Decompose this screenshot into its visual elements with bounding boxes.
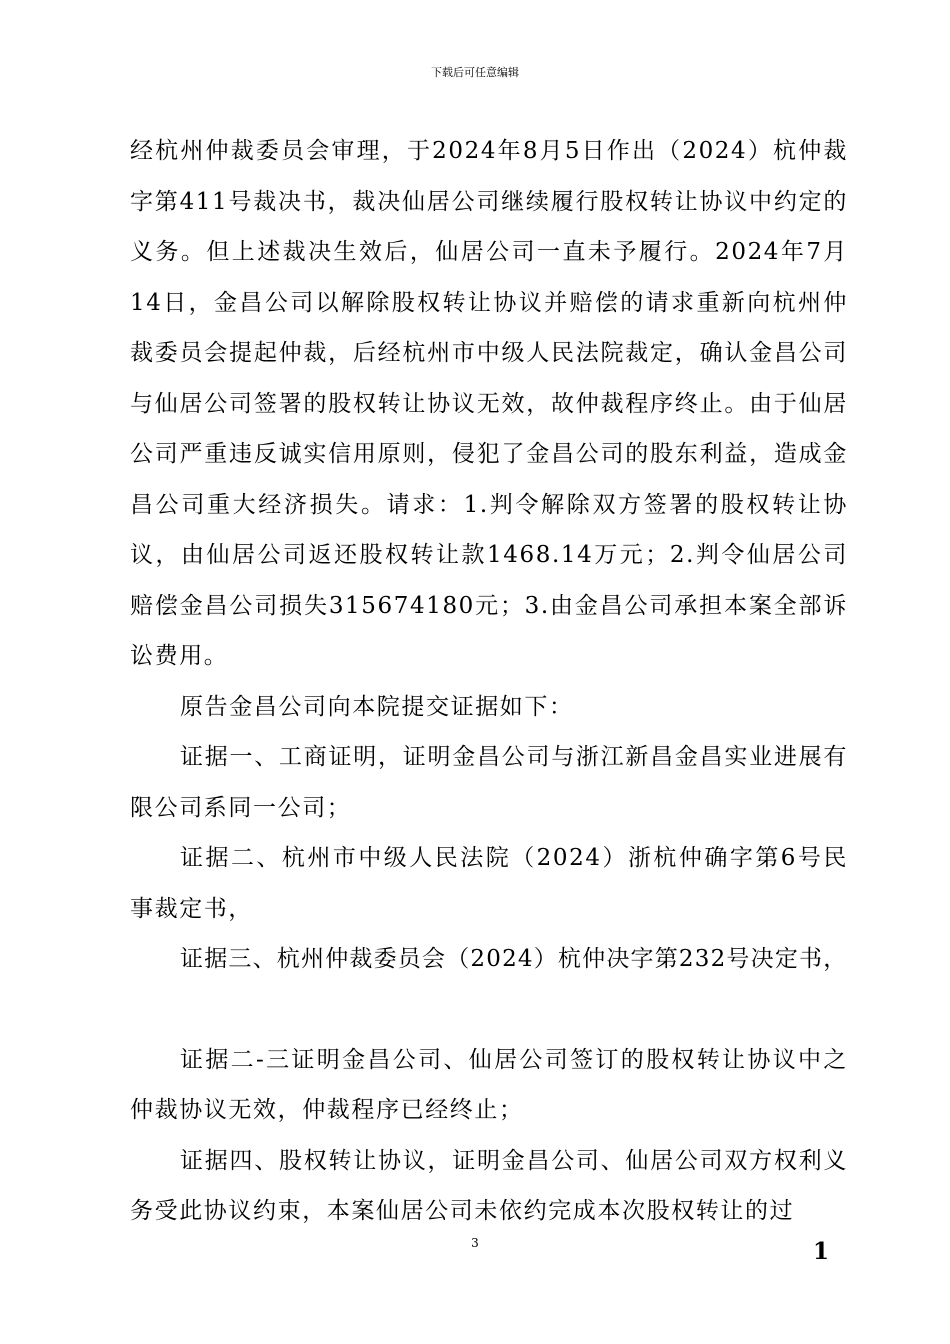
paragraph-evidence-1: 证据一、工商证明，证明金昌公司与浙江新昌金昌实业进展有限公司系同一公司； <box>130 744 848 821</box>
paragraph-evidence-2: 证据二、杭州市中级人民法院（2024）浙杭仲确字第6号民事裁定书， <box>130 845 848 922</box>
paragraph-evidence-intro: 原告金昌公司向本院提交证据如下： <box>180 693 574 720</box>
paragraph-evidence-3: 证据三、杭州仲裁委员会（2024）杭仲决字第232号决定书， <box>180 946 848 972</box>
document-body <box>130 126 848 1237</box>
page-badge: 1 <box>813 1238 830 1265</box>
paragraph-evidence-2-3-proof: 证据二-三证明金昌公司、仙居公司签订的股权转让协议中之仲裁协议无效，仲裁程序已经终止； <box>130 1046 848 1123</box>
page-header: 下载后可任意编辑 <box>431 66 519 79</box>
paragraph-evidence-4: 证据四、股权转让协议，证明金昌公司、仙居公司双方权利义务受此协议约束，本案仙居公司未依约完成本次股权转让的过 <box>130 1147 848 1224</box>
page-number: 3 <box>471 1236 479 1250</box>
blank-line <box>130 985 848 1035</box>
paragraph-claim: 经杭州仲裁委员会审理，于2024年8月5日作出（2024）杭仲裁字第411号裁决书，裁决仙居公司继续履行股权转让协议中约定的义务。但上述裁决生效后，仙居公司一直未予履行。2024年7月14日，金昌公司以解除股权转让协议并赔偿的请求重新向杭州仲裁委员会提起仲裁，后经杭州市中级人民法院裁定，确认金昌公司与仙居公司签署的股权转让协议无效，故仲裁程序终止。由于仙居公司严重违反诚实信用原则，侵犯了金昌公司的股东利益，造成金昌公司重大经济损失。请求：1.判令解除双方签署的股权转让协议，由仙居公司返还股权转让款1468.14万元；2.判令仙居公司赔偿金昌公司损失315674180元；3.由金昌公司承担本案全部诉讼费用。 <box>130 138 848 669</box>
